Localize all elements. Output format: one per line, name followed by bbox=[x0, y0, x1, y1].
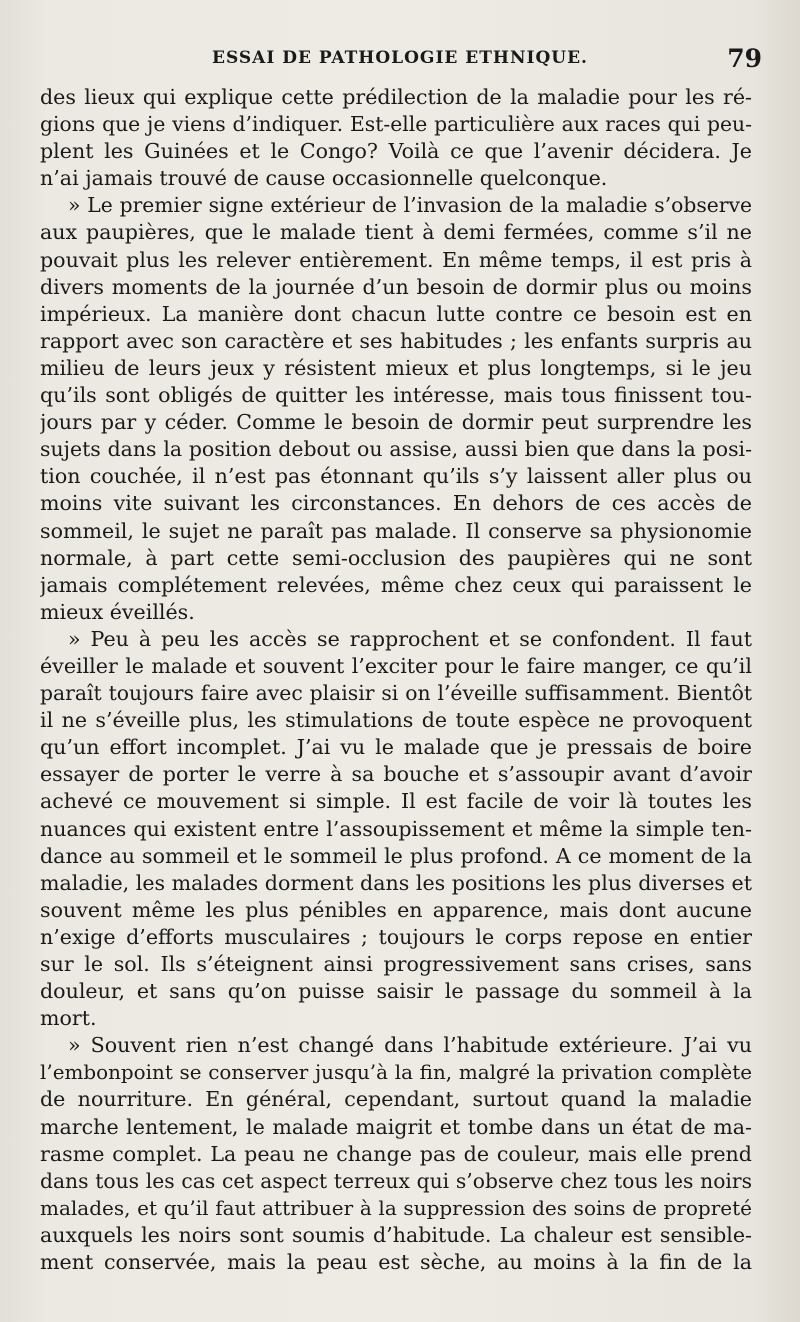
text-line: jamais complétement relevées, même chez ceux qui paraissent le bbox=[40, 572, 752, 597]
text-line: divers moments de la journée d’un besoin de dormir plus ou moins bbox=[40, 274, 752, 299]
paragraph-first-line: » Peu à peu les accès se rapprochent et se confondent. Il faut bbox=[68, 626, 752, 651]
text-line: gions que je viens d’indiquer. Est-elle particulière aux races qui peu- bbox=[40, 112, 752, 137]
text-line: moins vite suivant les circonstances. En dehors de ces accès de bbox=[40, 491, 752, 516]
page-number: 79 bbox=[727, 44, 762, 73]
paragraph-first-line: » Souvent rien n’est changé dans l’habitude extérieure. J’ai vu bbox=[68, 1033, 752, 1058]
page-header bbox=[40, 44, 760, 80]
text-line: des lieux qui explique cette prédilection de la maladie pour les ré- bbox=[40, 85, 752, 109]
text-line: essayer de porter le verre à sa bouche et s’assoupir avant d’avoir bbox=[40, 762, 752, 787]
text-line: auxquels les noirs sont soumis d’habitude. La chaleur est sensible- bbox=[40, 1222, 752, 1247]
text-line: n’ai jamais trouvé de cause occasionnelle quelconque. bbox=[40, 166, 608, 191]
text-line: pouvait plus les relever entièrement. En même temps, il est pris à bbox=[40, 247, 752, 272]
text-line: plent les Guinées et le Congo? Voilà ce que l’avenir décidera. Je bbox=[40, 139, 752, 164]
text-line: mieux éveillés. bbox=[40, 599, 195, 624]
text-line: achevé ce mouvement si simple. Il est facile de voir là toutes les bbox=[40, 789, 752, 814]
text-line: marche lentement, le malade maigrit et tombe dans un état de ma- bbox=[40, 1114, 752, 1139]
text-line: qu’ils sont obligés de quitter les intéresse, mais tous finissent tou- bbox=[40, 383, 752, 408]
text-line: sujets dans la position debout ou assise, aussi bien que dans la posi- bbox=[40, 437, 752, 462]
text-line: de nourriture. En général, cependant, surtout quand la maladie bbox=[40, 1087, 752, 1112]
text-line: sommeil, le sujet ne paraît pas malade. Il conserve sa physionomie bbox=[40, 518, 752, 543]
text-line: mort. bbox=[40, 1006, 97, 1031]
text-line: souvent même les plus pénibles en apparence, mais dont aucune bbox=[40, 897, 752, 922]
text-line: milieu de leurs jeux y résistent mieux et plus longtemps, si le jeu bbox=[40, 355, 752, 380]
running-title: ESSAI DE PATHOLOGIE ETHNIQUE. bbox=[212, 48, 588, 68]
text-line: rapport avec son caractère et ses habitudes ; les enfants surpris au bbox=[40, 328, 752, 353]
text-line: impérieux. La manière dont chacun lutte contre ce besoin est en bbox=[40, 301, 752, 326]
text-line: douleur, et sans qu’on puisse saisir le passage du sommeil à la bbox=[40, 979, 752, 1004]
text-line: dans tous les cas cet aspect terreux qui s’observe chez tous les noirs bbox=[40, 1168, 752, 1193]
body-text bbox=[40, 84, 752, 1276]
text-line: aux paupières, que le malade tient à demi fermées, comme s’il ne bbox=[40, 220, 752, 245]
text-line: sur le sol. Ils s’éteignent ainsi progressivement sans crises, sans bbox=[40, 952, 752, 976]
text-line: normale, à part cette semi-occlusion des paupières qui ne sont bbox=[40, 545, 752, 570]
paragraph-first-line: » Le premier signe extérieur de l’invasion de la maladie s’observe bbox=[68, 193, 752, 218]
text-line: dance au sommeil et le sommeil le plus profond. A ce moment de la bbox=[40, 843, 752, 868]
text-line: maladie, les malades dorment dans les positions les plus diverses et bbox=[40, 870, 752, 895]
text-line: tion couchée, il n’est pas étonnant qu’ils s’y laissent aller plus ou bbox=[40, 464, 752, 489]
text-line: éveiller le malade et souvent l’exciter pour le faire manger, ce qu’il bbox=[40, 653, 752, 678]
text-line: nuances qui existent entre l’assoupissement et même la simple ten- bbox=[40, 816, 752, 841]
text-line: l’embonpoint se conserver jusqu’à la fin, malgré la privation complète bbox=[40, 1061, 752, 1085]
text-line: qu’un effort incomplet. J’ai vu le malade que je pressais de boire bbox=[40, 735, 752, 760]
text-line: jours par y céder. Comme le besoin de dormir peut surprendre les bbox=[40, 410, 752, 435]
text-line: rasme complet. La peau ne change pas de couleur, mais elle prend bbox=[40, 1141, 752, 1166]
text-line: malades, et qu’il faut attribuer à la suppression des soins de propreté bbox=[40, 1195, 752, 1220]
text-line: il ne s’éveille plus, les stimulations de toute espèce ne provoquent bbox=[40, 708, 752, 733]
text-line: ment conservée, mais la peau est sèche, au moins à la fin de la bbox=[40, 1250, 752, 1275]
text-line: paraît toujours faire avec plaisir si on l’éveille suffisamment. Bientôt bbox=[40, 681, 752, 706]
text-line: n’exige d’efforts musculaires ; toujours le corps repose en entier bbox=[40, 924, 752, 949]
